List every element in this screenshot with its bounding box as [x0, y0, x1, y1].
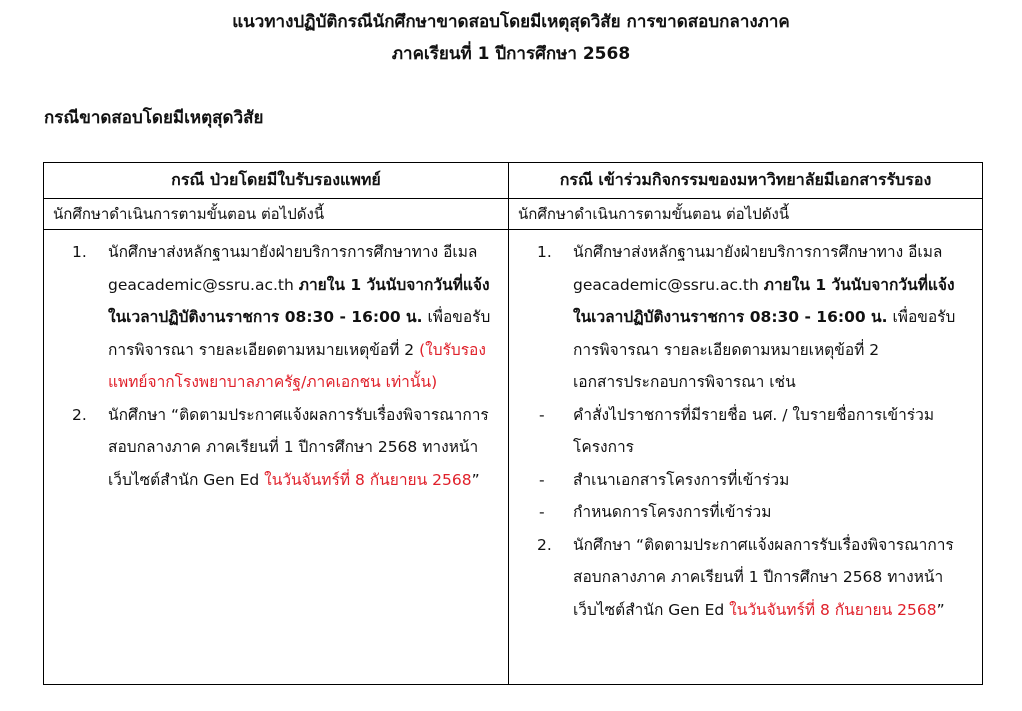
list-number: 1. — [537, 243, 552, 261]
intro-sick-case: นักศึกษาดำเนินการตามขั้นตอน ต่อไปดังนี้ — [44, 199, 509, 230]
deadline-text: ภายใน 1 วันนับจากวันที่แจ้ง ในเวลาปฏิบัติงานราชการ 08:30 - 16:00 น. — [573, 275, 955, 326]
sub-list-item — [509, 464, 976, 497]
step-text: นักศึกษา “ติดตามประกาศแจ้งผลการรับเรื่องพิจารณาการสอบกลางภาค ภาคเรียนที่ 1 ปีการศึกษา 2568 ทางหน้าเว็บไซต์สำนัก Gen Ed — [108, 405, 489, 489]
closing-quote: ” — [936, 600, 945, 619]
closing-quote: ” — [471, 470, 480, 489]
guideline-table — [43, 162, 983, 685]
header-sick-case: กรณี ป่วยโดยมีใบรับรองแพทย์ — [44, 163, 509, 199]
dash-bullet: - — [539, 405, 545, 424]
header-activity-case: กรณี เข้าร่วมกิจกรรมของมหาวิทยาลัยมีเอกสารรับรอง — [509, 163, 983, 199]
highlight-note: (ใบรับรองแพทย์จากโรงพยาบาลภาครัฐ/ภาคเอกชน เท่านั้น) — [108, 340, 486, 391]
table-body-row — [44, 230, 983, 685]
table-header-row — [44, 163, 983, 199]
step-text: นักศึกษา “ติดตามประกาศแจ้งผลการรับเรื่องพิจารณาการสอบกลางภาค ภาคเรียนที่ 1 ปีการศึกษา 2568 ทางหน้าเว็บไซต์สำนัก Gen Ed — [573, 535, 954, 619]
document-subtitle: ภาคเรียนที่ 1 ปีการศึกษา 2568 — [391, 44, 631, 64]
step-text: เพื่อขอรับการพิจารณา รายละเอียดตามหมายเหตุข้อที่ 2 — [573, 308, 956, 359]
deadline-text: ภายใน 1 วันนับจากวันที่แจ้ง ในเวลาปฏิบัติงานราชการ 08:30 - 16:00 น. — [108, 275, 490, 326]
list-item — [44, 236, 502, 399]
intro-activity-case: นักศึกษาดำเนินการตามขั้นตอน ต่อไปดังนี้ — [509, 199, 983, 230]
document-title: แนวทางปฏิบัติกรณีนักศึกษาขาดสอบโดยมีเหตุสุดวิสัย การขาดสอบกลางภาค — [232, 12, 790, 32]
list-number: 1. — [72, 243, 87, 261]
docs-line: เอกสารประกอบการพิจารณา เช่น — [573, 373, 796, 391]
sub-item-text: สำเนาเอกสารโครงการที่เข้าร่วม — [573, 470, 790, 489]
sub-list-item — [509, 496, 976, 529]
dash-bullet: - — [539, 503, 545, 521]
steps-sick-case — [44, 230, 509, 685]
list-item — [44, 399, 502, 497]
sub-item-text: คำสั่งไปราชการที่มีรายชื่อ นศ. / ใบรายชื่อการเข้าร่วมโครงการ — [573, 405, 935, 456]
list-item — [509, 529, 976, 627]
highlight-date: ในวันจันทร์ที่ 8 กันยายน 2568 — [264, 470, 472, 489]
steps-list — [509, 230, 982, 626]
steps-list — [44, 230, 508, 496]
list-number: 2. — [537, 535, 552, 554]
table-intro-row — [44, 199, 983, 230]
sub-item-text: กำหนดการโครงการที่เข้าร่วม — [573, 503, 772, 521]
highlight-date: ในวันจันทร์ที่ 8 กันยายน 2568 — [729, 600, 937, 619]
steps-activity-case — [509, 230, 983, 685]
section-heading: กรณีขาดสอบโดยมีเหตุสุดวิสัย — [44, 108, 264, 128]
sub-list-item — [509, 399, 976, 464]
dash-bullet: - — [539, 470, 545, 489]
step-text: นักศึกษาส่งหลักฐานมายังฝ่ายบริการการศึกษาทาง อีเมล geacademic@ssru.ac.th — [108, 243, 478, 294]
step-text: นักศึกษาส่งหลักฐานมายังฝ่ายบริการการศึกษาทาง อีเมล geacademic@ssru.ac.th — [573, 243, 943, 294]
list-number: 2. — [72, 405, 87, 424]
step-text: เพื่อขอรับการพิจารณา รายละเอียดตามหมายเหตุข้อที่ 2 — [108, 308, 491, 359]
list-item — [509, 236, 976, 399]
